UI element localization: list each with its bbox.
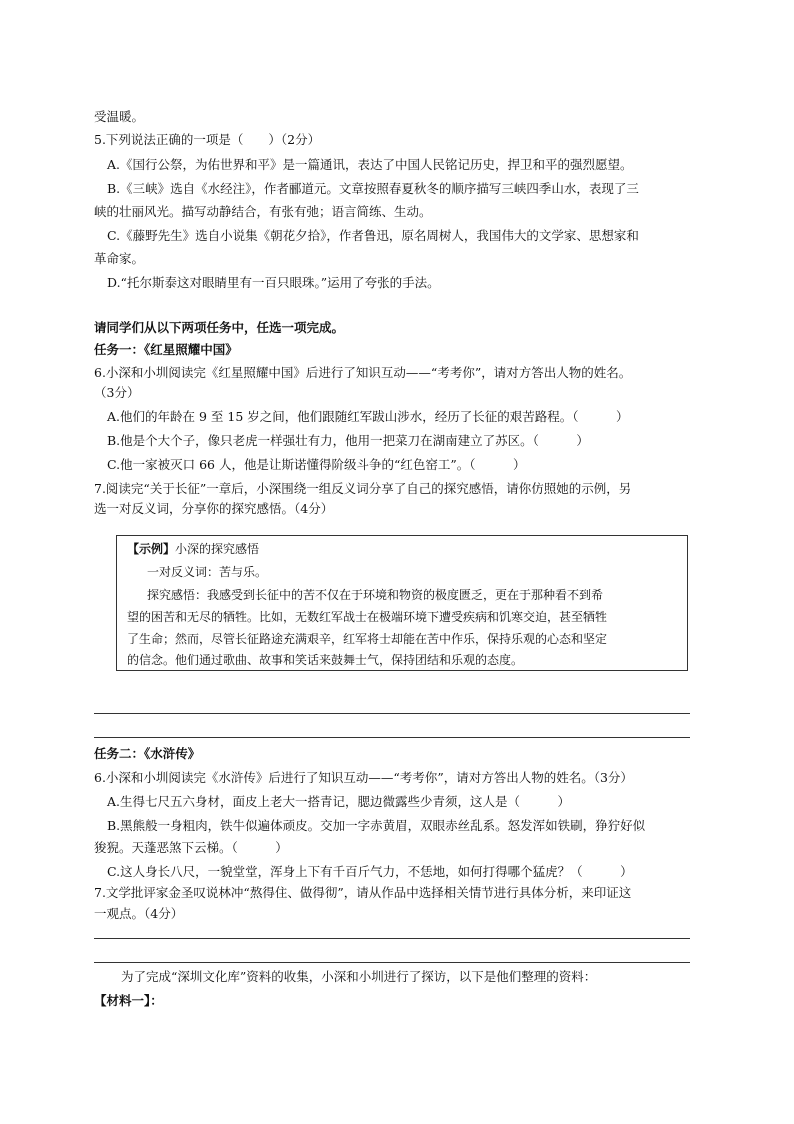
task-1-title: 任务一：《红星照耀中国》 (94, 342, 238, 357)
task2-q6-option-a: A.生得七尺五六身材，面皮上老大一搭青记，腮边微露些少青须，这人是（ ） (107, 794, 571, 809)
task1-question-7: 7.阅读完“关于长征”一章后，小深围绕一组反义词分享了自己的探究感悟，请你仿照她的示例，另 (94, 481, 632, 496)
example-antonym-pair: 一对反义词：苦与乐。 (147, 565, 268, 579)
answer-line-1[interactable] (94, 713, 690, 714)
example-label: 【示例】 (127, 542, 176, 556)
answer-line-3[interactable] (94, 938, 690, 939)
example-text-line-2: 望的困苦和无尽的牺牲。比如，无数红军战士在极端环境下遭受疾病和饥寒交迫，甚至牺牲 (127, 610, 608, 624)
material-intro: 为了完成“深圳文化库”资料的收集，小深和小圳进行了探访，以下是他们整理的资料： (121, 969, 597, 984)
answer-line-4[interactable] (94, 962, 690, 963)
q5-option-b-cont: 峡的壮丽风光。描写动静结合，有张有弛；语言简练、生动。 (94, 204, 432, 219)
q5-option-b: B.《三峡》选自《水经注》，作者郦道元。文章按照春夏秋冬的顺序描写三峡四季山水，表现了三 (107, 181, 639, 196)
example-box (116, 535, 688, 671)
task2-q6-option-b-cont: 狻猊。天蓬恶煞下云梯。（ ） (94, 840, 288, 855)
q5-option-c-cont: 革命家。 (94, 251, 145, 266)
task1-question-7-cont: 选一对反义词，分享你的探究感悟。（4分） (94, 501, 334, 516)
question-5-stem: 5.下列说法正确的一项是（ ）（2分） (94, 132, 321, 147)
task2-question-7: 7.文学批评家金圣叹说林冲“熬得住、做得彻”，请从作品中选择相关情节进行具体分析，来印证这 (94, 885, 632, 900)
example-header (127, 542, 259, 557)
answer-line-2[interactable] (94, 737, 690, 738)
task2-question-6: 6.小深和小圳阅读完《水浒传》后进行了知识互动——“考考你”，请对方答出人物的姓名。（3分） (94, 770, 633, 785)
example-title: 小深的探究感悟 (175, 542, 260, 556)
task1-q6-option-c: C.他一家被灭口 66 人，他是让斯诺懂得阶级斗争的“红色窑工”。（ ） (107, 457, 526, 472)
prev-line: 受温暖。 (94, 109, 145, 124)
choose-instruction: 请同学们从以下两项任务中，任选一项完成。 (94, 320, 345, 335)
task1-question-6-score: （3分） (94, 385, 140, 400)
task2-q6-option-b: B.黑熊般一身粗肉，铁牛似遍体顽皮。交加一字赤黄眉，双眼赤丝乱系。怒发浑如铁刷，狰狞好似 (107, 818, 646, 833)
example-text-line-4: 的信念。他们通过歌曲、故事和笑话来鼓舞士气，保持团结和乐观的态度。 (127, 653, 524, 667)
task1-question-6: 6.小深和小圳阅读完《红星照耀中国》后进行了知识互动——“考考你”，请对方答出人物的姓名。 (94, 365, 632, 380)
task2-q6-option-c: C.这人身长八尺，一貌堂堂，浑身上下有千百斤气力，不恁地，如何打得哪个猛虎？（ ） (107, 864, 633, 879)
task2-question-7-cont: 一观点。（4分） (94, 906, 184, 921)
q5-option-d: D.“托尔斯泰这对眼睛里有一百只眼珠。”运用了夸张的手法。 (107, 275, 440, 290)
example-text-line-1: 探究感悟：我感受到长征中的苦不仅在于环境和物资的极度匮乏，更在于那种看不到希 (147, 588, 604, 602)
example-text-line-3: 了生命；然而，尽管长征路途充满艰辛，红军将士却能在苦中作乐，保持乐观的心态和坚定 (127, 632, 608, 646)
task-2-title: 任务二：《水浒传》 (94, 746, 201, 761)
task1-q6-option-a: A.他们的年龄在 9 至 15 岁之间，他们跟随红军跋山涉水，经历了长征的艰苦路程。（ ） (107, 409, 629, 424)
task1-q6-option-b: B.他是个大个子，像只老虎一样强壮有力，他用一把菜刀在湖南建立了苏区。（ ） (107, 433, 589, 448)
q5-option-a: A.《国行公祭，为佑世界和平》是一篇通讯，表达了中国人民铭记历史，捍卫和平的强烈愿望。 (107, 157, 633, 172)
q5-option-c: C.《藤野先生》选自小说集《朝花夕拾》，作者鲁迅，原名周树人，我国伟大的文学家、思想家和 (107, 228, 639, 243)
material-1-label: 【材料一】： (94, 993, 163, 1008)
